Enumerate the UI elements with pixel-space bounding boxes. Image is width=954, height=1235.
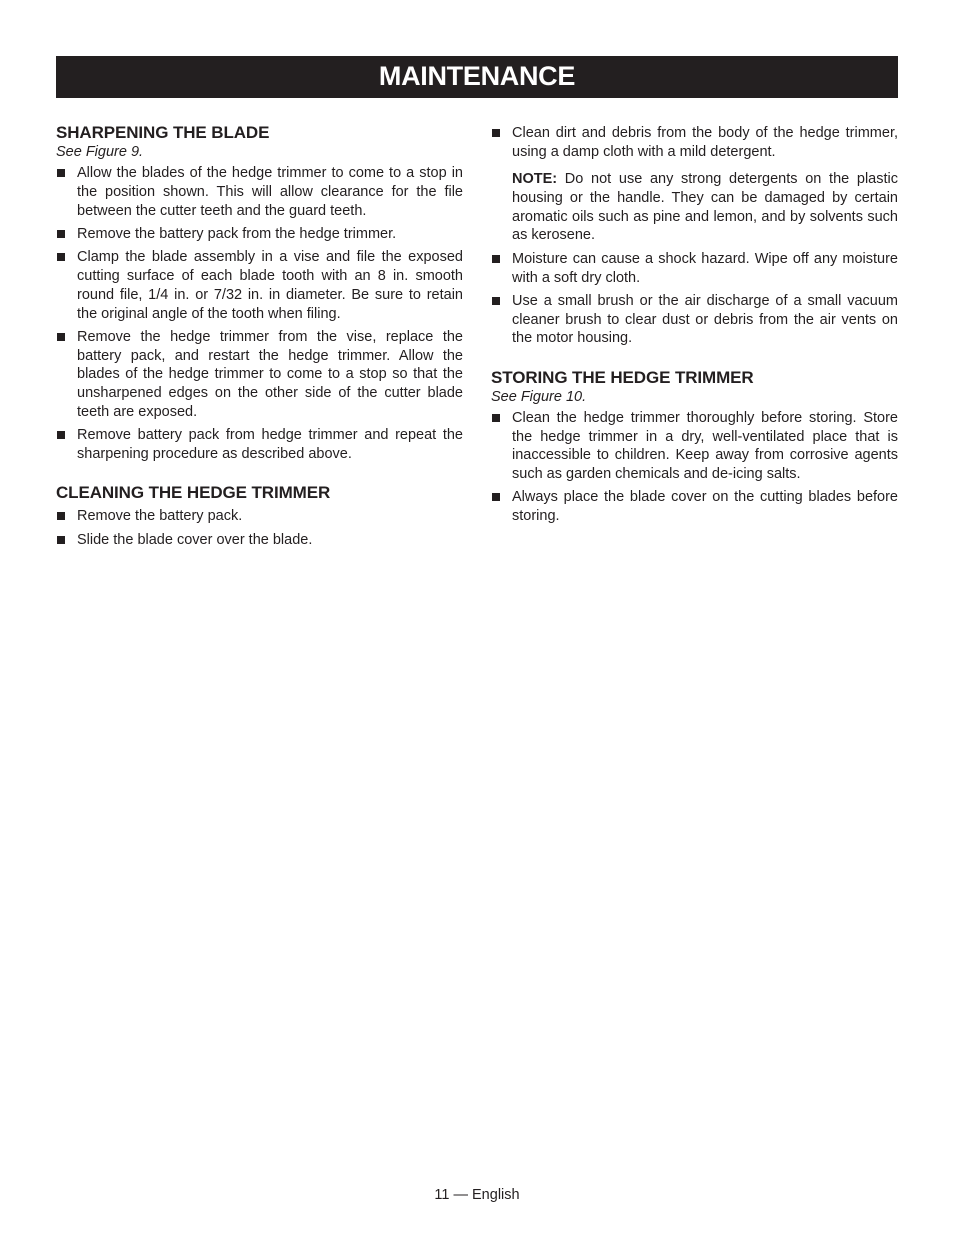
square-bullet-icon (492, 297, 500, 305)
square-bullet-icon (492, 255, 500, 263)
list-item: Remove the battery pack. (56, 507, 463, 526)
square-bullet-icon (57, 536, 65, 544)
figure-reference: See Figure 9. (56, 144, 144, 160)
page-footer: 11 — English (434, 1187, 520, 1203)
note-text: Do not use any strong detergents on the plastic housing or the handle. They can be damaged by certain aromatic oils such as pine and lemon, and by solvents such as kerosene. (512, 171, 898, 244)
list-item: Clamp the blade assembly in a vise and file the exposed cutting surface of each blade tooth with an 8 in. smooth round file, 1/4 in. or 7/32 in. in diameter. Be sure to retain the original angle of the tooth when filing. (56, 248, 463, 323)
list-item: Clean dirt and debris from the body of the hedge trimmer, using a damp cloth with a mild detergent. (491, 124, 898, 162)
list-item: Slide the blade cover over the blade. (56, 531, 463, 550)
list-item: Remove the hedge trimmer from the vise, replace the battery pack, and restart the hedge trimmer. Allow the blades of the hedge trimmer to come to a stop so that the unsharpened edges on the other side of the cutter blade teeth are exposed. (56, 328, 463, 422)
square-bullet-icon (57, 333, 65, 341)
storing-list (491, 409, 898, 526)
list-item: Moisture can cause a shock hazard. Wipe off any moisture with a soft dry cloth. (491, 250, 898, 288)
square-bullet-icon (492, 493, 500, 501)
note-paragraph (512, 166, 898, 245)
section-heading-sharpening: SHARPENING THE BLADE (56, 123, 270, 142)
page-title: MAINTENANCE (56, 56, 898, 98)
section-heading-cleaning: CLEANING THE HEDGE TRIMMER (56, 483, 331, 503)
square-bullet-icon (492, 414, 500, 422)
list-item: Clean the hedge trimmer thoroughly before storing. Store the hedge trimmer in a dry, well-ventilated place that is inaccessible to children. Keep away from corrosive agents such as garden chemicals and de-icing salts. (491, 409, 898, 484)
left-column (56, 123, 463, 554)
square-bullet-icon (57, 512, 65, 520)
section-heading-storing: STORING THE HEDGE TRIMMER (491, 367, 754, 387)
square-bullet-icon (57, 169, 65, 177)
list-item: Remove battery pack from hedge trimmer and repeat the sharpening procedure as described above. (56, 426, 463, 464)
right-column (491, 123, 898, 531)
figure-reference: See Figure 10. (491, 388, 587, 405)
note-label: NOTE: (512, 171, 558, 188)
sharpening-list (56, 164, 463, 464)
list-item: Remove the battery pack from the hedge trimmer. (56, 225, 463, 244)
square-bullet-icon (492, 129, 500, 137)
cleaning-list (56, 507, 463, 549)
cleaning-list-continued (491, 124, 898, 162)
square-bullet-icon (57, 431, 65, 439)
cleaning-list-more (491, 250, 898, 348)
list-item: Use a small brush or the air discharge of a small vacuum cleaner brush to clear dust or debris from the air vents on the motor housing. (491, 292, 898, 348)
list-item: Always place the blade cover on the cutting blades before storing. (491, 488, 898, 526)
square-bullet-icon (57, 230, 65, 238)
list-item: Allow the blades of the hedge trimmer to come to a stop in the position shown. This will allow clearance for the file between the cutter teeth and the guard teeth. (56, 164, 463, 220)
square-bullet-icon (57, 253, 65, 261)
